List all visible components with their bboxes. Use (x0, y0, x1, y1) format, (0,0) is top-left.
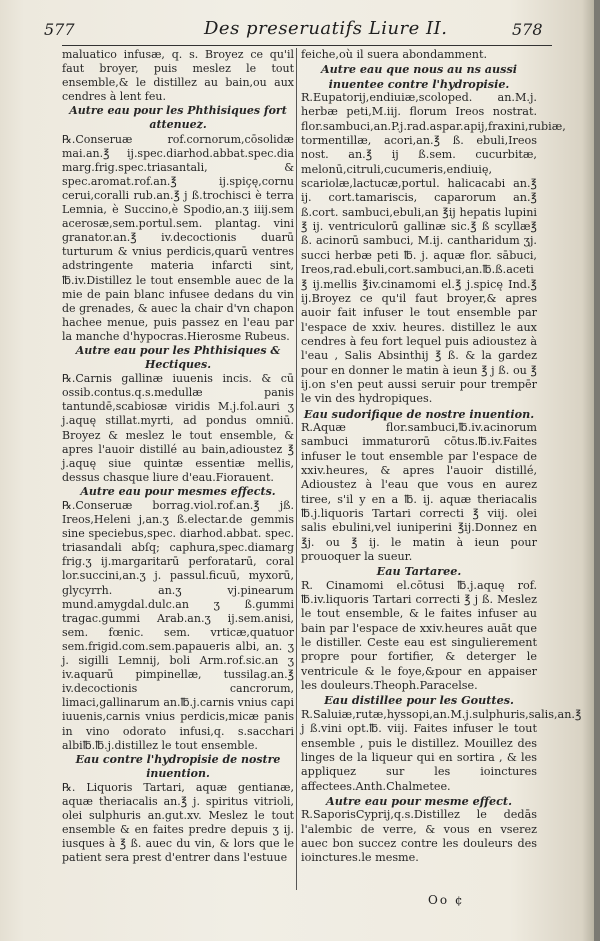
running-title: Des preseruatifs Liure II. (204, 18, 448, 39)
section-heading: Eau Tartaree. (376, 564, 462, 579)
page-edge (594, 0, 600, 941)
left-column (62, 48, 294, 865)
paragraph: ℞.Conseruæ borrag.viol.rof.an.℥ jß. Ireos,Heleni j,an.ʒ ß.electar.de gemmis sine speciebus,spec. diarhod.abbat. spec. triasandali abſq; caphura,spec.diamarg frig.ʒ ij.margaritarū perforatarū, coral lor.succini,an.ʒ j. passul.ficuū, myxorū, glycyrrh. an.ʒ vj.pinearum mund.amygdal.dulc.an ʒ ß.gummi tragac.gummi Arab.an.ʒ ij.sem.anisi, sem. fœnic. sem. vrticæ,quatuor sem.frigid.com.sem.papaueris albi, an. ʒ j. sigilli Lemnij, boli Arm.rof.sic.an ʒ iv.aquarū pimpinellæ, tussilag.an.℥ iv.decoctionis cancrorum, limaci,gallinarum an.℔.j.carnis vnius capi iuuenis,carnis vnius perdicis,micæ panis in vino odorato infusi,q. s.sacchari albi℔.℔.j.distillez le tout ensemble. (62, 499, 294, 752)
paragraph: R.Eupatorij,endiuiæ,scoloped. an.M.j. herbæ peti,M.iij. florum Ireos nostrat. flor.sambuci,an.P.j.rad.aspar.apij,fraxini,rubiæ, tormentillæ, acori,an.℥ ß. ebuli,Ireos nost. an.℥ ij ß.sem. cucurbitæ, melonū,citruli,cucumeris,endiuię, scariolæ,lactucæ,portul. halicacabi an.℥ ij. cort.tamariscis, caparorum an.℥ ß.cort. sambuci,ebuli,an ℥ij hepatis lupini ℥ ij. ventriculorū gallinæ sic.℥ ß scyllæ℥ ß. acinorū sambuci, M.ij. cantharidum ʒj. succi herbæ peti ℔. j. aquæ flor. sābuci, Ireos,rad.ebuli,cort.sambuci,an.℔.ß.aceti ℥ ij.mellis ℥iv.cinamomi el.℥ j.spicę Ind.℥ ij.Broyez ce qu'il faut broyer,& apres auoir fait infuser le tout ensemble par l'espace de xxiv. heures. distillez le aux cendres à feu fort lequel puis adioustez à l'eau , Salis Absinthij ℥ ß. & la gardez pour en donner le matin à ieun ℥ j ß. ou ℥ ij.on s'en peut aussi seruir pour trempēr le vin des hydropiques. (301, 91, 566, 406)
running-header (44, 18, 544, 44)
section-heading: Autre eau que nous au ns aussi inuentee contre l'hydropisie. (320, 62, 517, 91)
paragraph: feiche,où il suera abondamment. (301, 48, 488, 61)
paragraph: R.Saluiæ,rutæ,hyssopi,an.M.j.sulphuris,salis,an.℥ j ß.vini opt.℔. viij. Faites infuser le tout ensemble , puis le distillez. Mouillez des linges de la liqueur qui en sortira , & les appliquez sur les ioinctures affectees.Anth.Chalmetee. (301, 707, 582, 793)
paragraph: ℞.Conseruæ rof.cornorum,cōsolidæ mai.an.℥ ij.spec.diarhod.abbat.spec.dia marg.frig.spec.triasantali, & spec.aromat.rof.an.℥ ij.spiçę,cornu cerui,coralli rub.an.℥ j ß.trochisci è terra Lemnia, è Succino,è Spodio,an.ʒ iiij.sem acerosæ,sem.portul.sem. plantag. vini granator.an.℥ iv.decoctionis duarū turturum & vnius perdicis,quarū ventres adstringente materia infarcti sint, ℔.iv.Distillez le tout ensemble auec de la mie de pain blanc infusee dedans du vin de grenades, & auec la chair d'vn chapon hachee menue, puis passez en l'eau par la manche d'hypocras.Hierosme Rubeus. (62, 132, 294, 343)
section-heading: Autre eau pour mesme effect. (326, 793, 512, 808)
section-heading: Autre eau pour les Phthisiques & Hectiques. (75, 343, 281, 372)
section-heading: Eau contre l'hydropisie de nostre inuention. (75, 752, 281, 780)
paragraph: R.SaporisCyprij,q.s.Distillez le dedās l'alembic de verre, & vous en vserez auec bon succez contre les douleurs des ioinctures.le mesme. (301, 808, 537, 865)
paragraph: maluatico infusæ, q. s. Broyez ce qu'il faut broyer, puis meslez le tout ensemble,& le distillez au bain,ou aux cendres à lent feu. (62, 48, 294, 104)
paragraph: ℞. Liquoris Tartari, aquæ gentianæ, aquæ theriacalis an.℥ j. spiritus vitrioli, olei sulphuris an.gut.xv. Meslez le tout ensemble & en faites predre depuis ʒ ij. iusques à ℥ ß. auec du vin, & lors que le patient sera prest d'entrer dans l'estuue (62, 780, 294, 865)
right-page-number: 578 (512, 20, 543, 39)
section-heading: Autre eau pour mesmes effects. (80, 484, 276, 498)
left-page-number: 577 (44, 20, 75, 39)
paragraph: R. Cinamomi el.cōtusi ℔.j.aquę rof. ℔.iv.liquoris Tartari correcti ℥ j ß. Meslez le tout ensemble, & le faites infuser au bain par l'espace de xxiv.heures auāt que le distiller. Ceste eau est singulierement propre pour fortifier, & deterger le ventricule & le foye,&pour en appaiser les douleurs.Theoph.Paracelse. (301, 578, 537, 693)
header-rule (62, 45, 552, 46)
column-divider (296, 48, 297, 890)
section-heading: Autre eau pour les Phthisiques fort attenuez. (69, 104, 287, 132)
signature-mark: Oo ¢ (428, 893, 465, 907)
paragraph: R.Aquæ flor.sambuci,℔.iv.acinorum sambuci immaturorū cōtus.℔.iv.Faites infuser le tout ensemble par l'espace de xxiv.heures, & apres l'auoir distillé, Adioustez à l'eau que vous en aurez tiree, s'il y en a ℔. ij. aquæ theriacalis ℔.j.liquoris Tartari correcti ℥ viij. olei salis ebulini,vel iuniperini ℥ij.Donnez en ℥j. ou ℥ ij. le matin à ieun pour prouoquer la sueur. (301, 420, 537, 564)
section-heading: Eau sudorifique de nostre inuention. (303, 406, 535, 421)
section-heading: Eau distillee pour les Gouttes. (324, 693, 514, 708)
paragraph: ℞.Carnis gallinæ iuuenis incis. & cū ossib.contus.q.s.medullæ panis tantundē,scabiosæ viridis M.j.fol.auri ʒ j.aquę stillat.myrti, ad pondus omniū. Broyez & meslez le tout ensemble, & apres l'auoir distillé au bain,adioustez ℥ j.aquę siue quintæ essentiæ mellis, dessus chasque liure d'eau.Fiorauent. (62, 372, 294, 484)
right-column (301, 48, 582, 866)
